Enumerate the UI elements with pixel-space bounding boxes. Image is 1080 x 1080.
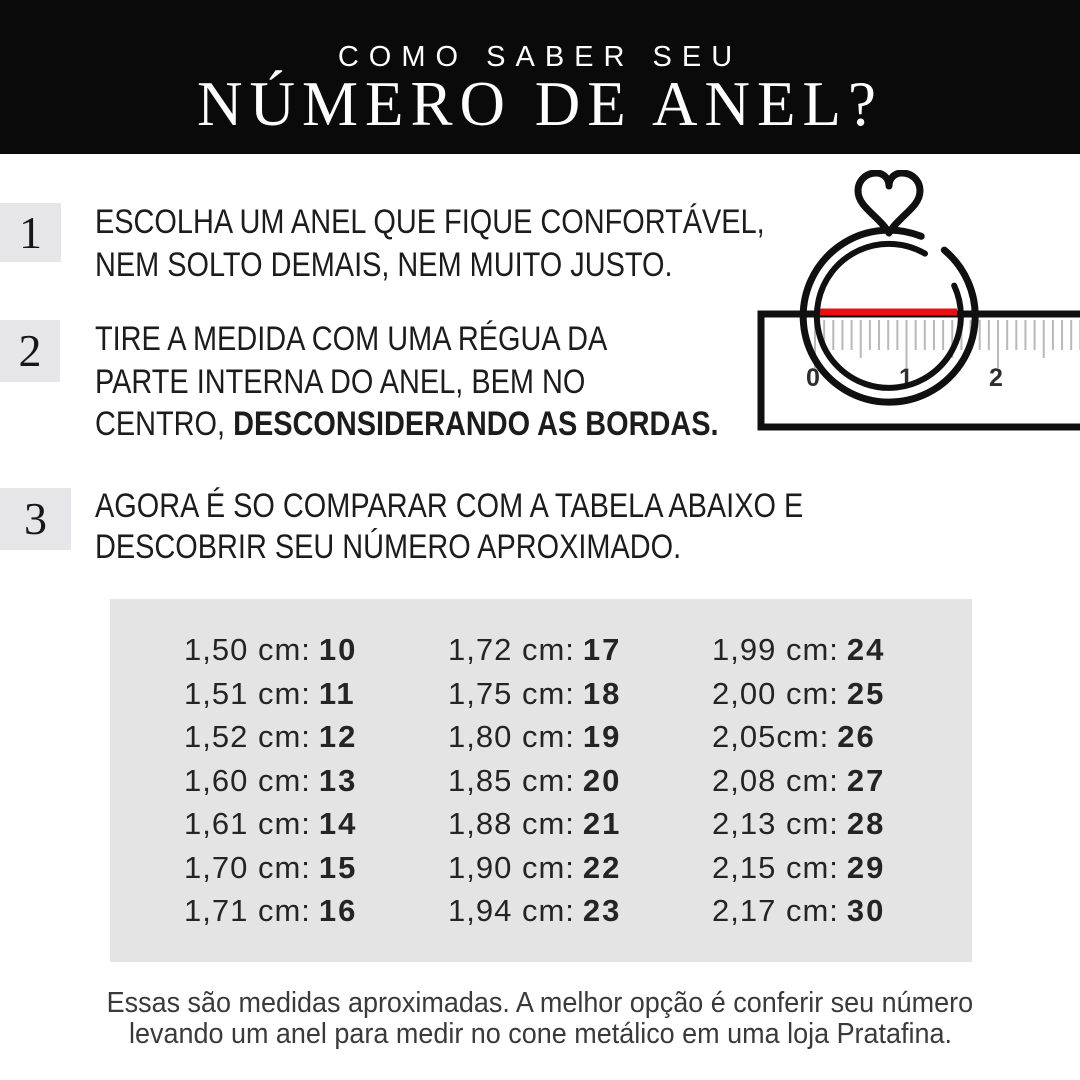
size-table-column-3 (712, 628, 885, 933)
step-2-text (95, 318, 829, 446)
footer-line-2: levando um anel para medir no cone metálico em uma loja Pratafina. (128, 1017, 952, 1050)
header-kicker: COMO SABER SEU (337, 41, 743, 73)
size-table-panel (110, 599, 972, 962)
table-row: 1,94 cm: 23 (448, 893, 622, 928)
table-row: 1,90 cm: 22 (448, 849, 622, 885)
step-2-line-1: TIRE A MEDIDA COM UMA RÉGUA DA (95, 320, 608, 358)
ruler-label-0: 0 (806, 364, 820, 392)
step-2-line-2: PARTE INTERNA DO ANEL, BEM NO (95, 362, 586, 401)
step-1-number-badge: 1 (0, 203, 61, 262)
table-row: 1,99 cm: 24 (712, 632, 886, 667)
step-1-line-2: NEM SOLTO DEMAIS, NEM MUITO JUSTO. (95, 245, 673, 284)
step-2-number-badge: 2 (0, 320, 60, 382)
step-3-number-badge: 3 (0, 488, 71, 550)
step-3-line-2: DESCOBRIR SEU NÚMERO APROXIMADO. (95, 527, 682, 566)
table-row: 1,72 cm: 17 (448, 632, 622, 667)
table-row: 1,71 cm: 16 (184, 893, 358, 928)
header-banner (0, 0, 1080, 154)
footer-note (0, 988, 1080, 1049)
step-2-line-3: CENTRO, DESCONSIDERANDO AS BORDAS. (95, 405, 719, 443)
table-row: 2,05cm: 26 (712, 719, 876, 754)
table-row: 2,17 cm: 30 (712, 893, 886, 928)
table-row: 1,50 cm: 10 (184, 632, 358, 667)
table-row: 1,85 cm: 20 (448, 762, 622, 798)
heart-icon (858, 173, 920, 233)
table-row: 1,80 cm: 19 (448, 719, 622, 754)
table-row: 1,75 cm: 18 (448, 675, 622, 711)
ring-measurement-illustration (750, 170, 1080, 440)
table-row: 2,00 cm: 25 (712, 675, 886, 711)
table-row: 2,15 cm: 29 (712, 849, 886, 885)
table-row: 1,61 cm: 14 (184, 806, 358, 841)
table-row: 1,88 cm: 21 (448, 806, 622, 841)
table-row: 2,13 cm: 28 (712, 806, 886, 841)
footer-line-1: Essas são medidas aproximadas. A melhor opção é conferir seu número (106, 987, 974, 1019)
step-1-line-1: ESCOLHA UM ANEL QUE FIQUE CONFORTÁVEL, (95, 203, 765, 241)
step-3-text (95, 486, 928, 567)
size-table-column-1 (184, 628, 357, 933)
ruler-label-1: 1 (899, 364, 913, 392)
step-2-bold-text: DESCONSIDERANDO AS BORDAS. (233, 405, 719, 443)
table-row: 1,70 cm: 15 (184, 849, 358, 885)
page-title: NÚMERO DE ANEL? (197, 69, 883, 139)
ruler-label-2: 2 (989, 364, 1003, 392)
table-row: 1,60 cm: 13 (184, 762, 358, 798)
size-table-column-2 (448, 628, 621, 933)
table-row: 1,52 cm: 12 (184, 719, 358, 754)
table-row: 2,08 cm: 27 (712, 762, 886, 798)
step-3-line-1: AGORA É SO COMPARAR COM A TABELA ABAIXO E (95, 487, 804, 525)
table-row: 1,51 cm: 11 (184, 675, 356, 711)
